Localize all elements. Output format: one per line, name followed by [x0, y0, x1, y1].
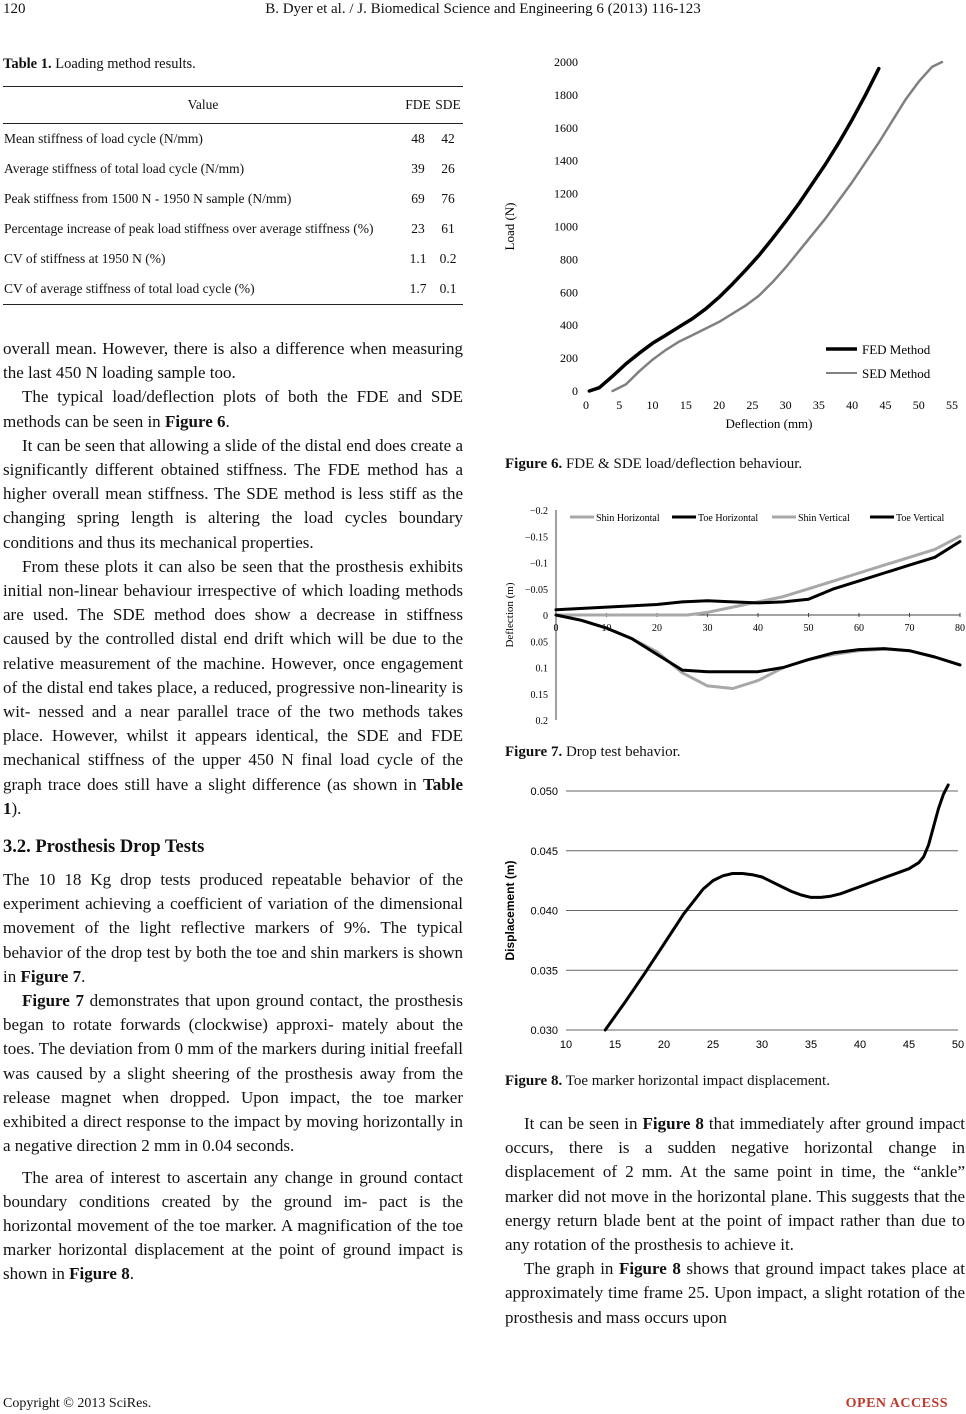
x-tick-label: 0	[553, 623, 559, 634]
table-caption-text: Loading method results.	[51, 56, 196, 72]
table-caption-label: Table 1.	[3, 56, 52, 72]
y-tick-label: 1800	[554, 87, 578, 102]
table-cell-sde: 76	[441, 191, 455, 206]
x-tick-label: 40	[753, 623, 763, 634]
table-cell-label: Mean stiffness of load cycle (N/mm)	[4, 131, 203, 146]
figure-7-caption: Figure 7. Drop test behavior.	[505, 744, 681, 760]
figure-ref: Figure 8	[618, 1259, 681, 1279]
table-row	[3, 244, 463, 274]
table-cell-sde: 0.2	[439, 251, 457, 266]
y-tick-label: 1000	[554, 219, 578, 234]
table-cell-label: Percentage increase of peak load stiffness over average stiffness (%)	[4, 221, 374, 236]
table-row	[3, 154, 463, 184]
x-tick-label: 25	[746, 398, 759, 412]
y-axis-label: Load (N)	[502, 202, 517, 251]
x-tick-label: 50	[912, 398, 925, 412]
y-tick-label: −0.05	[524, 584, 548, 596]
x-tick-label: 45	[902, 1039, 916, 1051]
table-cell-label: CV of average stiffness of total load cycle (%)	[3, 274, 403, 305]
figure-ref: Figure 8	[69, 1264, 130, 1284]
x-tick-label: 35	[812, 398, 825, 412]
open-access-label: OPEN ACCESS	[845, 1396, 948, 1411]
legend-label: Shin Horizontal	[596, 513, 660, 524]
table-header-sde: SDE	[433, 87, 463, 124]
table-cell-fde: 23	[411, 221, 425, 236]
copyright-notice: Copyright © 2013 SciRes.	[3, 1396, 152, 1411]
y-tick-label: 0.040	[530, 905, 558, 918]
table-ref: Table 1	[3, 774, 463, 818]
table-row	[3, 214, 463, 244]
y-axis-label: Displacement (m)	[503, 860, 517, 961]
y-tick-label: 2000	[554, 55, 578, 69]
x-tick-label: 50	[951, 1039, 965, 1051]
x-tick-label: 20	[657, 1039, 671, 1051]
series-line-0	[605, 785, 948, 1030]
x-tick-label: 50	[803, 623, 814, 634]
y-tick-label: 0.050	[530, 786, 558, 798]
table-cell-fde: 1.1	[409, 251, 427, 266]
paragraph: From these plots it can also be seen that the prosthesis exhibits initial non-linear behaviour irrespective of which loading methods are used. The SDE method does show a decrease in stiffness caused by the controlled distal end drift which will be due to the relative measurement of the machine. However, once engagement of the distal end takes place, a reduced, progressive non-linearity is wit- nessed and a near parallel trace of the two methods takes place. However, whilst it appears identical, the SDE and FDE mechanical stiffness of the upper 450 N final load cycle of the graph trace does still have a slight difference (as shown in Table 1).	[3, 556, 463, 818]
table-cell-sde: 0.1	[433, 274, 463, 305]
y-tick-label: 0.035	[530, 965, 558, 978]
figure-ref: Figure 7	[20, 966, 82, 986]
x-tick-label: 40	[846, 398, 859, 412]
legend-label: Shin Vertical	[798, 513, 850, 524]
x-tick-label: 35	[804, 1039, 818, 1051]
table-cell-sde: 42	[441, 131, 455, 146]
y-tick-label: 0.030	[530, 1025, 558, 1037]
y-tick-label: 1200	[554, 186, 578, 201]
table-cell-label: Average stiffness of total load cycle (N/mm)	[4, 161, 245, 176]
x-tick-label: 40	[853, 1039, 867, 1051]
right-column-body	[505, 1112, 965, 1330]
table-cell-label: Peak stiffness from 1500 N - 1950 N sample (N/mm)	[4, 191, 292, 206]
x-tick-label: 10	[646, 398, 659, 412]
figure-ref: Figure 8	[642, 1114, 704, 1133]
table-cell-fde: 39	[411, 161, 425, 176]
paragraph: overall mean. However, there is also a difference when measuring the last 450 N loading sample too.	[3, 339, 463, 383]
table-header-fde: FDE	[403, 87, 433, 124]
x-tick-label: 20	[713, 398, 726, 412]
running-title: B. Dyer et al. / J. Biomedical Science and Engineering 6 (2013) 116-123	[265, 1, 701, 17]
y-tick-label: 0.2	[535, 716, 548, 727]
x-tick-label: 25	[706, 1039, 720, 1051]
y-tick-label: 0.045	[530, 845, 558, 858]
table-row	[3, 184, 463, 214]
x-tick-label: 70	[904, 623, 915, 634]
table-cell-fde: 48	[411, 131, 425, 146]
paragraph: It can be seen that allowing a slide of the distal end does create a significantly different obtained stiffness. The FDE method has a higher overall mean stiffness. The SDE method is less stiff as the changing spring length is altering the load cycles boundary conditions and thus its mechanical properties.	[3, 435, 463, 552]
paragraph: The 10 18 Kg drop tests produced repeatable behavior of the experiment achieving a coefficient of variation of the dimensional movement of the light reflective markers of 9%. The typical behavior of the drop test by both the toe and shin markers is shown in Figure 7.	[3, 870, 463, 986]
page-number: 120	[3, 1, 26, 17]
x-tick-label: 20	[652, 623, 662, 634]
table-row	[3, 124, 463, 155]
y-tick-label: 800	[560, 252, 578, 267]
table-cell-label: CV of stiffness at 1950 N (%)	[4, 251, 166, 266]
x-tick-label: 30	[755, 1039, 769, 1051]
x-tick-label: 15	[679, 398, 692, 412]
figure-6-caption: Figure 6. FDE & SDE load/deflection behaviour.	[505, 456, 803, 472]
legend-label: Toe Horizontal	[698, 513, 759, 524]
y-tick-label: 0	[543, 611, 548, 622]
series-line-0	[589, 69, 879, 391]
y-tick-label: 600	[560, 285, 578, 300]
x-tick-label: 60	[854, 623, 864, 634]
y-tick-label: 0.15	[530, 689, 548, 701]
y-tick-label: 1600	[554, 120, 578, 135]
table-cell-sde: 26	[441, 161, 455, 176]
table-cell-fde: 1.7	[403, 274, 433, 305]
x-tick-label: 55	[946, 398, 958, 412]
y-tick-label: 1400	[554, 153, 578, 168]
x-tick-label: 5	[616, 398, 623, 412]
x-tick-label: 30	[779, 398, 792, 412]
paragraph: The graph in Figure 8 shows that ground impact takes place at approximately time frame 25. Upon impact, a slight rotation of the prosthesis and mass occurs upon	[505, 1259, 965, 1327]
figure-6-chart	[500, 48, 966, 452]
y-tick-label: −0.2	[529, 506, 548, 517]
y-tick-label: 0	[572, 384, 578, 398]
table-caption	[3, 56, 463, 73]
x-axis-label: Deflection (mm)	[725, 416, 813, 431]
x-tick-label: 45	[879, 398, 892, 412]
y-tick-label: 200	[560, 351, 578, 366]
x-tick-label: 30	[702, 623, 713, 634]
paragraph: The area of interest to ascertain any change in ground contact boundary conditions created by the ground im- pact is the horizontal movement of the toe marker. A magnification of the toe marker horizontal displacement at the point of ground impact is shown in Figure 8.	[3, 1167, 463, 1284]
y-tick-label: −0.15	[524, 532, 548, 544]
x-tick-label: 0	[583, 398, 589, 412]
y-tick-label: 400	[560, 318, 578, 333]
left-column-body	[3, 337, 463, 1287]
table-row	[3, 274, 463, 305]
legend-label: SED Method	[862, 366, 931, 381]
paragraph: It can be seen in Figure 8 that immediately after ground impact occurs, there is a sudden negative horizontal change in displacement of 2 mm. At the same point in time, the “ankle” marker did not move in the horizontal plane. This suggests that the energy return blade bent at the point of impact rather than due to any rotation of the prosthesis to achieve it.	[505, 1114, 966, 1255]
figure-ref: Figure 7	[22, 991, 84, 1011]
figure-7-chart	[500, 496, 966, 732]
page-header	[0, 0, 966, 24]
y-tick-label: −0.1	[529, 558, 548, 570]
table-cell-sde: 61	[441, 221, 455, 236]
table-1	[3, 86, 463, 305]
series-line-1	[556, 542, 960, 610]
legend-label: FED Method	[862, 342, 931, 357]
x-tick-label: 10	[601, 623, 612, 634]
results-table	[3, 86, 463, 305]
paragraph: Figure 7 demonstrates that upon ground contact, the prosthesis began to rotate forwards (clockwise) approxi- mately about the toes. The deviation from 0 mm of the markers during initial freefall was caused by a slight sheering of the prosthesis away from the release magnet when dropped. Upon impact, the toe marker exhibited a direct response to the impact by moving horizontally in a negative direction 2 mm in 0.04 seconds.	[3, 991, 463, 1156]
y-tick-label: 0.05	[530, 637, 548, 649]
section-title: 3.2. Prosthesis Drop Tests	[3, 837, 205, 858]
x-tick-label: 80	[955, 623, 965, 634]
paragraph: The typical load/deflection plots of both the FDE and SDE methods can be seen in Figure 6.	[3, 387, 463, 431]
x-tick-label: 10	[559, 1039, 573, 1051]
figure-ref: Figure 6	[164, 411, 226, 431]
legend-label: Toe Vertical	[896, 513, 945, 524]
figure-8-caption: Figure 8. Toe marker horizontal impact displacement.	[505, 1073, 830, 1089]
x-tick-label: 15	[608, 1039, 622, 1051]
y-tick-label: 0.1	[535, 663, 548, 675]
table-header-value: Value	[3, 87, 403, 124]
table-cell-fde: 69	[411, 191, 425, 206]
y-axis-label: Deflection (m)	[504, 582, 516, 648]
figure-8-chart	[500, 778, 966, 1068]
